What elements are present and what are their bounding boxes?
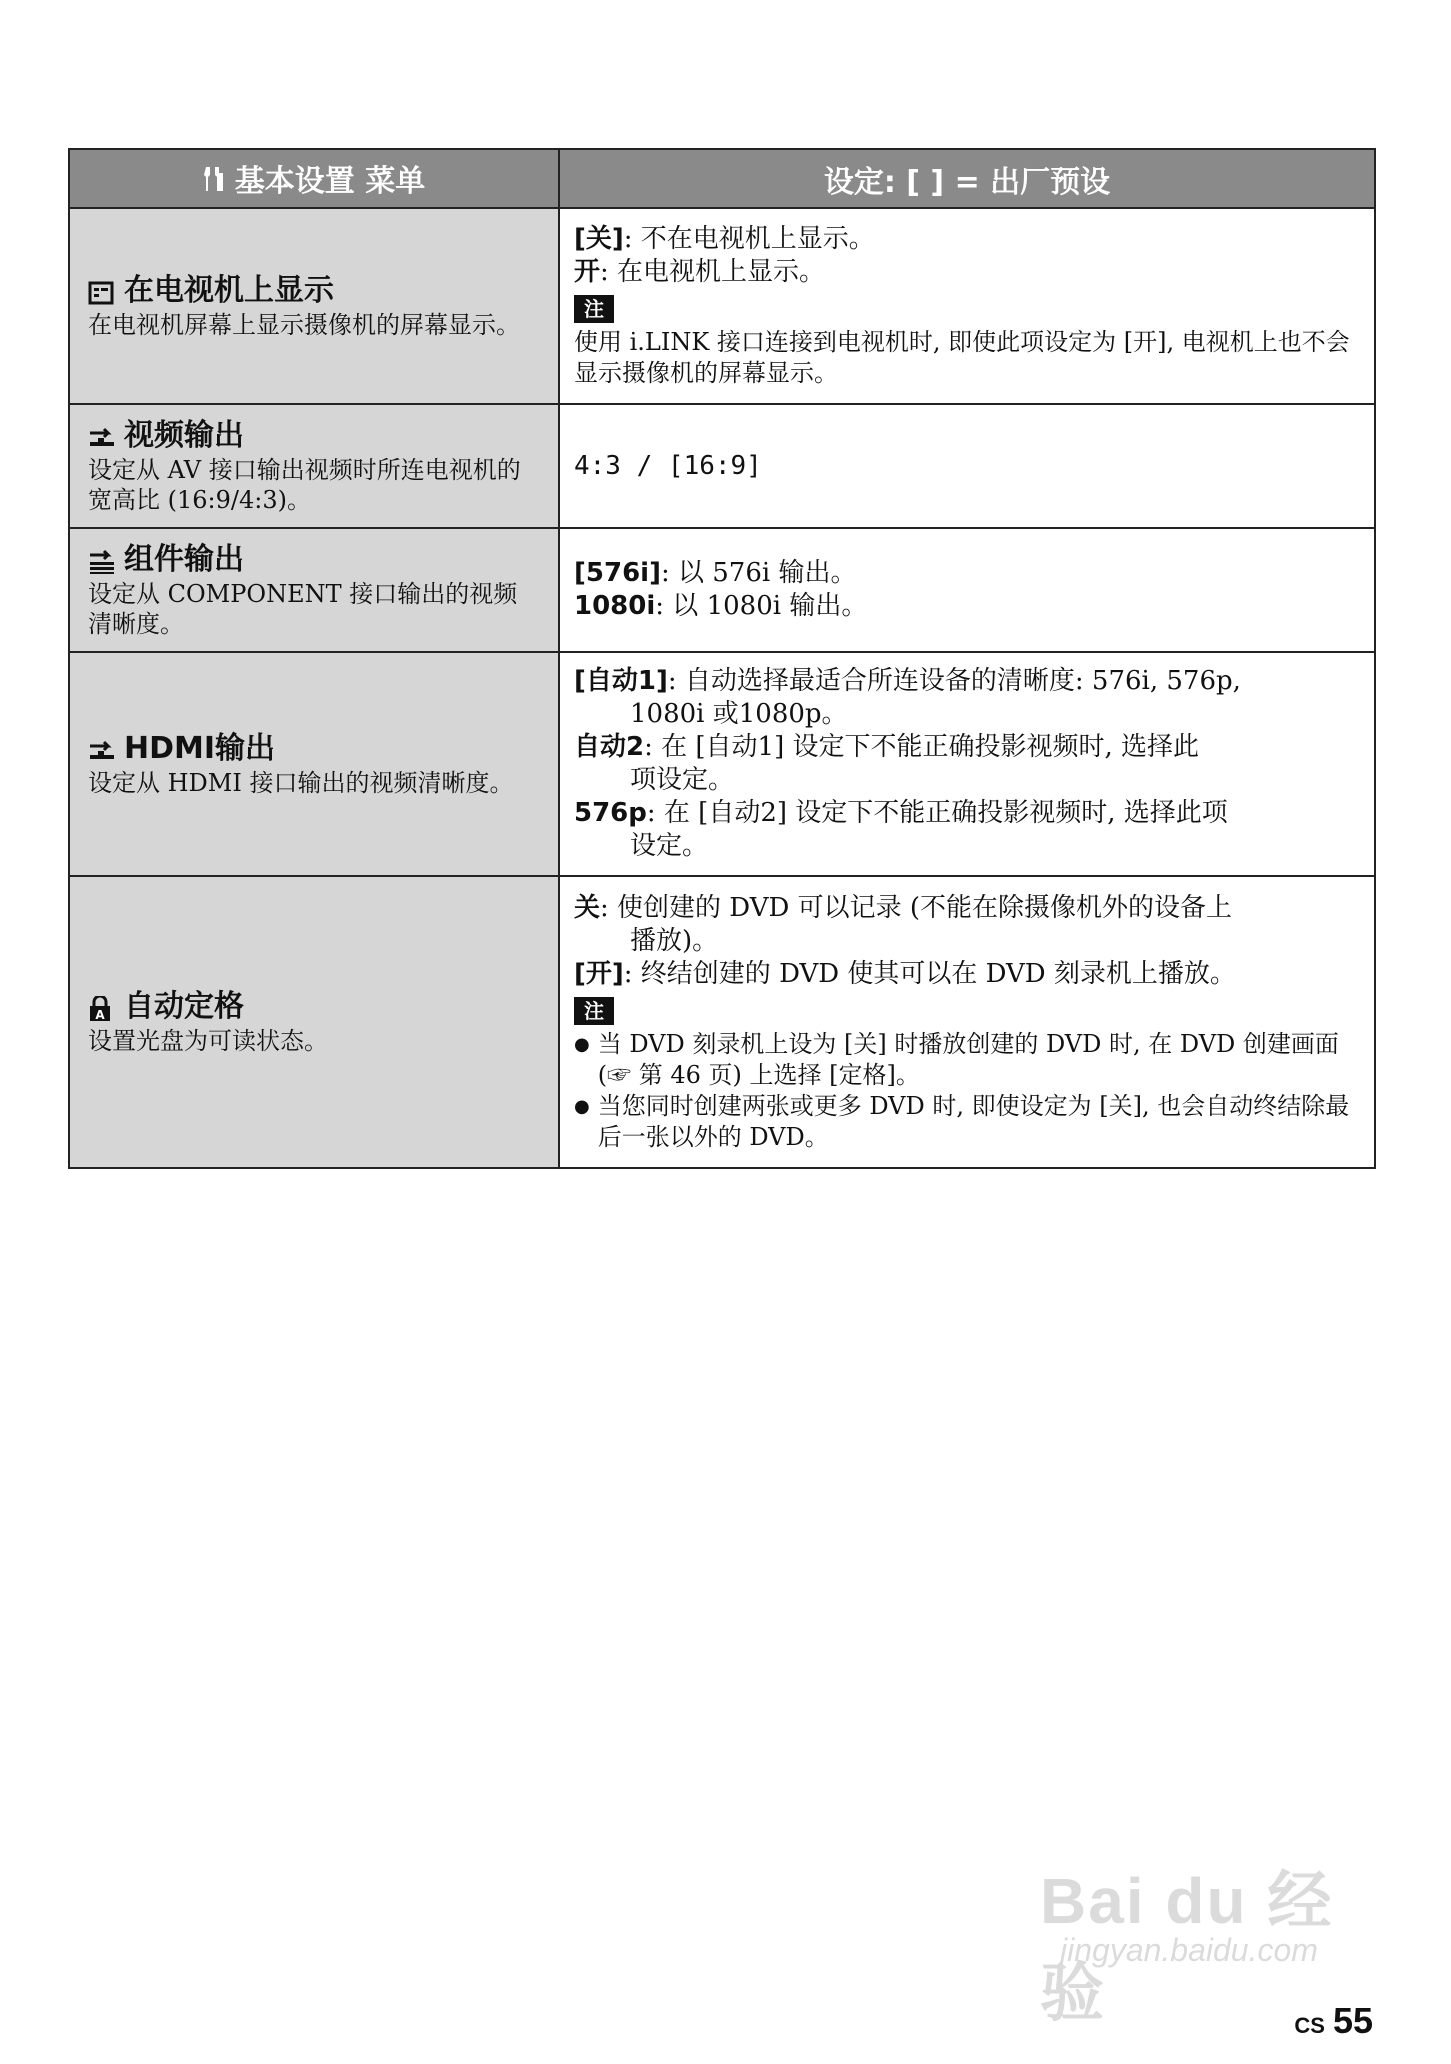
watermark-brand: Bai du 经验 <box>1040 1865 1334 2029</box>
setting-title: HDMI输出 <box>88 730 540 768</box>
note-bullet: ● 当您同时创建两张或更多 DVD 时, 即使设定为 [关], 也会自动终结除最后一张以外的 DVD。 <box>574 1091 1350 1151</box>
language-code: CS <box>1294 2013 1325 2038</box>
option-line: 开: 在电视机上显示。 <box>574 257 826 287</box>
setting-options-cell <box>559 652 1375 876</box>
option-line: 自动2: 在 [自动1] 设定下不能正确投影视频时, 选择此 项设定。 <box>574 732 1200 795</box>
setting-description: 设定从 COMPONENT 接口输出的视频清晰度。 <box>88 580 518 638</box>
option-line: 576p: 在 [自动2] 设定下不能正确投影视频时, 选择此项 设定。 <box>574 798 1228 861</box>
option-line: [576i]: 以 576i 输出。 <box>574 558 857 588</box>
note-badge: 注 <box>574 997 614 1025</box>
setting-cell <box>69 652 559 876</box>
svg-text:A: A <box>95 1008 105 1022</box>
option-line: [自动1]: 自动选择最适合所连设备的清晰度: 576i, 576p, 1080i 或1080p。 <box>574 666 1241 729</box>
setting-options-cell <box>559 404 1375 528</box>
setting-title: 组件输出 <box>88 541 540 579</box>
setting-description: 设定从 HDMI 接口输出的视频清晰度。 <box>88 769 514 797</box>
settings-table <box>68 148 1376 1169</box>
note-bullet: ● 当 DVD 刻录机上设为 [关] 时播放创建的 DVD 时, 在 DVD 创建画面 (☞ 第 46 页) 上选择 [定格]。 <box>574 1029 1339 1089</box>
setting-cell <box>69 528 559 652</box>
table-row <box>69 528 1375 652</box>
setting-title: 视频输出 <box>88 417 540 455</box>
bullet-icon: ● <box>574 1095 590 1117</box>
option-line: 1080i: 以 1080i 输出。 <box>574 591 868 621</box>
component-output-icon <box>88 547 114 573</box>
bullet-icon: ● <box>574 1033 590 1055</box>
auto-finalize-icon <box>88 994 114 1020</box>
setting-title: 在电视机上显示 <box>88 272 540 310</box>
setting-options-cell <box>559 208 1375 404</box>
setting-options-cell <box>559 528 1375 652</box>
option-line: [关]: 不在电视机上显示。 <box>574 224 875 254</box>
option-value: 4:3 / [16:9] <box>574 450 762 481</box>
header-settings-legend: 设定: [ ] = 出厂预设 <box>559 149 1375 208</box>
tv-display-icon <box>88 278 114 304</box>
table-row <box>69 652 1375 876</box>
setting-options-cell <box>559 876 1375 1168</box>
option-line: [开]: 终结创建的 DVD 使其可以在 DVD 刻录机上播放。 <box>574 958 1236 989</box>
setting-description: 设定从 AV 接口输出视频时所连电视机的宽高比 (16:9/4:3)。 <box>88 456 521 514</box>
watermark-url: jingyan.baidu.com <box>1060 1932 1318 1968</box>
setting-title: A 自动定格 <box>88 988 540 1026</box>
setting-cell <box>69 208 559 404</box>
header-menu-title: 基本设置 菜单 <box>69 149 559 208</box>
table-row <box>69 404 1375 528</box>
setting-cell <box>69 876 559 1168</box>
note-text: 使用 i.LINK 接口连接到电视机时, 即使此项设定为 [开], 电视机上也不会显示摄像机的屏幕显示。 <box>574 328 1350 387</box>
table-row <box>69 208 1375 404</box>
note-badge: 注 <box>574 295 614 323</box>
page-number: CS 55 <box>1294 2000 1373 2041</box>
setting-description: 设置光盘为可读状态。 <box>88 1027 328 1055</box>
wrench-icon <box>203 165 225 201</box>
hdmi-output-icon <box>88 736 114 762</box>
video-output-icon <box>88 423 114 449</box>
table-header-row <box>69 149 1375 208</box>
setting-description: 在电视机屏幕上显示摄像机的屏幕显示。 <box>88 311 520 339</box>
table-row <box>69 876 1375 1168</box>
option-line: 关: 使创建的 DVD 可以记录 (不能在除摄像机外的设备上 播放)。 <box>574 892 1232 956</box>
setting-cell <box>69 404 559 528</box>
